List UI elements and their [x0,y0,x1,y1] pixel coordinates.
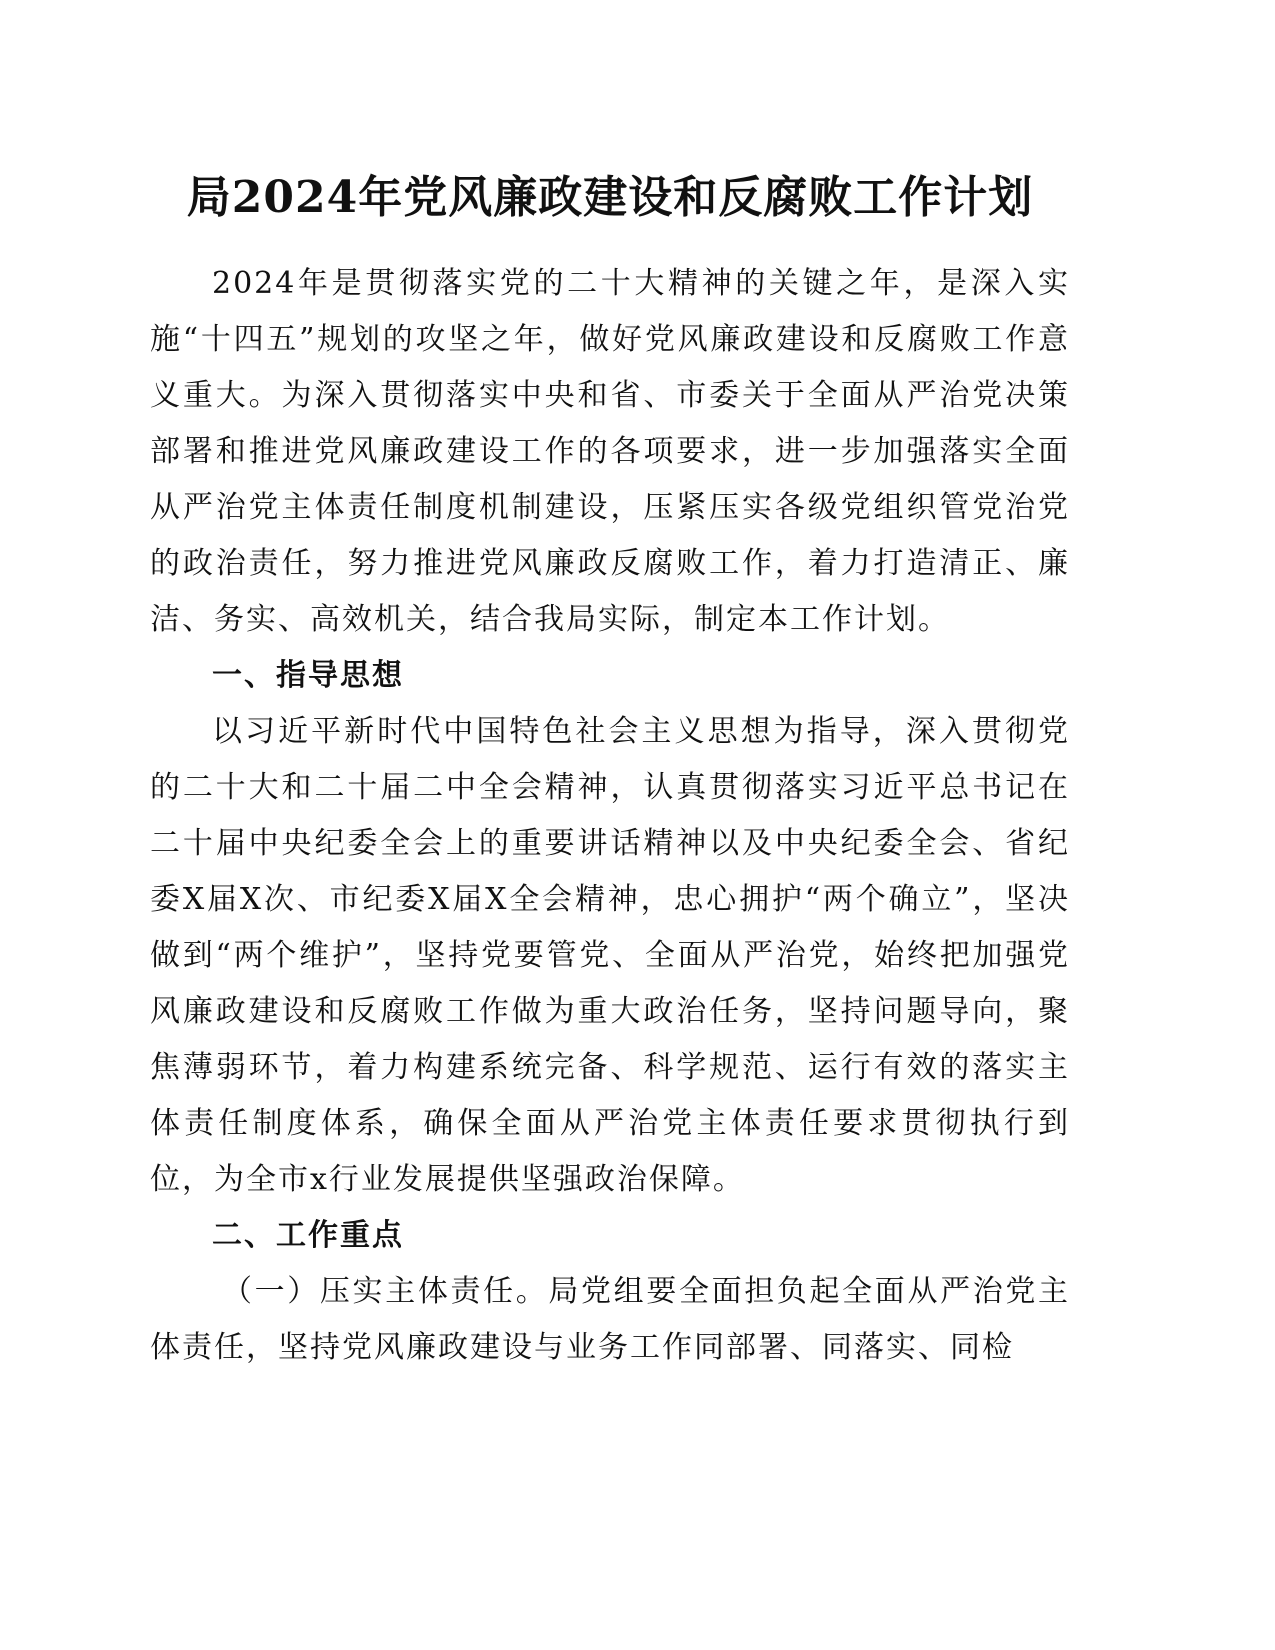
guiding-ideology-paragraph: 以习近平新时代中国特色社会主义思想为指导，深入贯彻党的二十大和二十届二中全会精神，认真贯彻落实习近平总书记在二十届中央纪委全会上的重要讲话精神以及中央纪委全会、省纪委X届X次、市纪委X届X全会精神，忠心拥护“两个确立”，坚决做到“两个维护”，坚持党要管党、全面从严治党，始终把加强党风廉政建设和反腐败工作做为重大政治任务，坚持问题导向，聚焦薄弱环节，着力构建系统完备、科学规范、运行有效的落实主体责任制度体系，确保全面从严治党主体责任要求贯彻执行到位，为全市x行业发展提供坚强政治保障。 [150,714,1070,1197]
document-page [150,160,1070,1376]
section-heading-work-focus: 二、工作重点 [212,1218,404,1253]
section-heading-guiding-ideology: 一、指导思想 [212,658,404,693]
document-title: 局2024年党风廉政建设和反腐败工作计划 [186,172,1034,223]
intro-paragraph: 2024年是贯彻落实党的二十大精神的关键之年，是深入实施“十四五”规划的攻坚之年，做好党风廉政建设和反腐败工作意义重大。为深入贯彻落实中央和省、市委关于全面从严治党决策部署和推进党风廉政建设工作的各项要求，进一步加强落实全面从严治党主体责任制度机制建设，压紧压实各级党组织管党治党的政治责任，努力推进党风廉政反腐败工作，着力打造清正、廉洁、务实、高效机关，结合我局实际，制定本工作计划。 [150,266,1070,637]
work-focus-item-1-paragraph: （一）压实主体责任。局党组要全面担负起全面从严治党主体责任，坚持党风廉政建设与业务工作同部署、同落实、同检 [150,1274,1070,1365]
